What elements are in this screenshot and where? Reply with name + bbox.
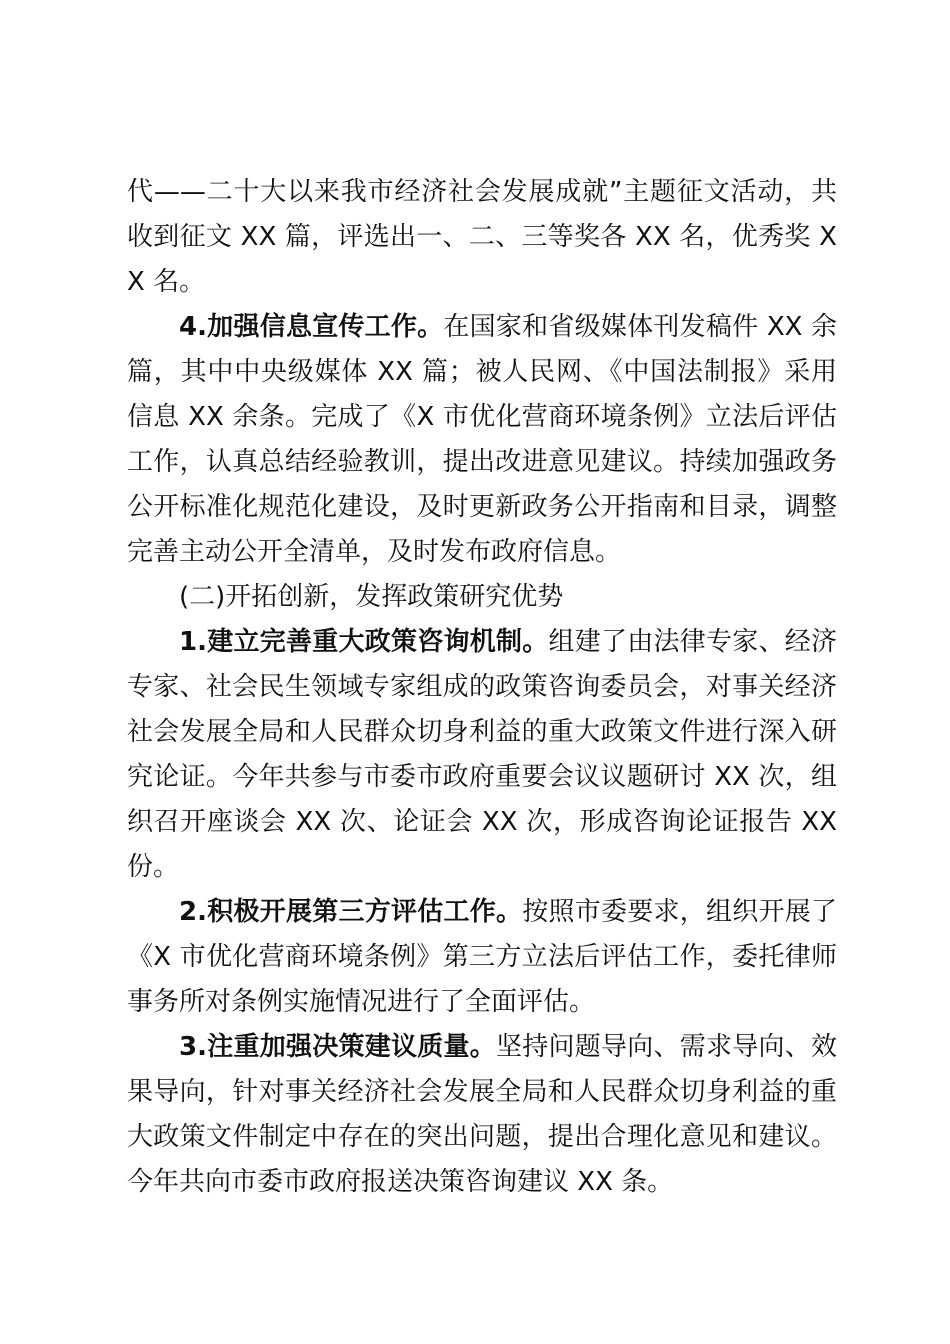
paragraph-continuation xyxy=(127,170,837,305)
paragraph-heading: 2.积极开展第三方评估工作。 xyxy=(179,897,523,927)
paragraph-text: 代——二十大以来我市经济社会发展成就”主题征文活动，共收到征文 XX 篇，评选出一、二、三等奖各 XX 名，优秀奖 XX 名。 xyxy=(127,177,837,297)
paragraph-text: 坚持问题导向、需求导向、效果导向，针对事关经济社会发展全局和人民群众切身利益的重大政策文件制定中存在的突出问题，提出合理化意见和建议。今年共向市委市政府报送决策咨询建议 XX 条。 xyxy=(127,1032,837,1197)
paragraph-policy-consultation xyxy=(127,620,837,890)
section-heading-text: (二)开拓创新，发挥政策研究优势 xyxy=(179,582,564,612)
paragraph-heading: 1.建立完善重大政策咨询机制。 xyxy=(179,627,549,657)
paragraph-text: 组建了由法律专家、经济专家、社会民生领域专家组成的政策咨询委员会，对事关经济社会发展全局和人民群众切身利益的重大政策文件进行深入研究论证。今年共参与市委市政府重要会议议题研讨 XX 次，组织召开座谈会 XX 次、论证会 XX 次，形成咨询论证报告 XX 份。 xyxy=(127,627,837,882)
document-body xyxy=(127,170,837,1205)
paragraph-info-publicity xyxy=(127,305,837,575)
paragraph-text: 在国家和省级媒体刊发稿件 XX 余篇，其中中央级媒体 XX 篇；被人民网、《中国法制报》采用信息 XX 余条。完成了《X 市优化营商环境条例》立法后评估工作，认真总结经验教训，提出改进意见建议。持续加强政务公开标准化规范化建设，及时更新政务公开指南和目录，调整完善主动公开全清单，及时发布政府信息。 xyxy=(127,312,838,567)
paragraph-decision-advice xyxy=(127,1025,837,1205)
paragraph-text: 按照市委要求，组织开展了《X 市优化营商环境条例》第三方立法后评估工作，委托律师事务所对条例实施情况进行了全面评估。 xyxy=(127,897,837,1017)
paragraph-third-party-evaluation xyxy=(127,890,837,1025)
section-heading xyxy=(127,575,837,620)
paragraph-heading: 4.加强信息宣传工作。 xyxy=(179,312,444,342)
paragraph-heading: 3.注重加强决策建议质量。 xyxy=(179,1032,496,1062)
